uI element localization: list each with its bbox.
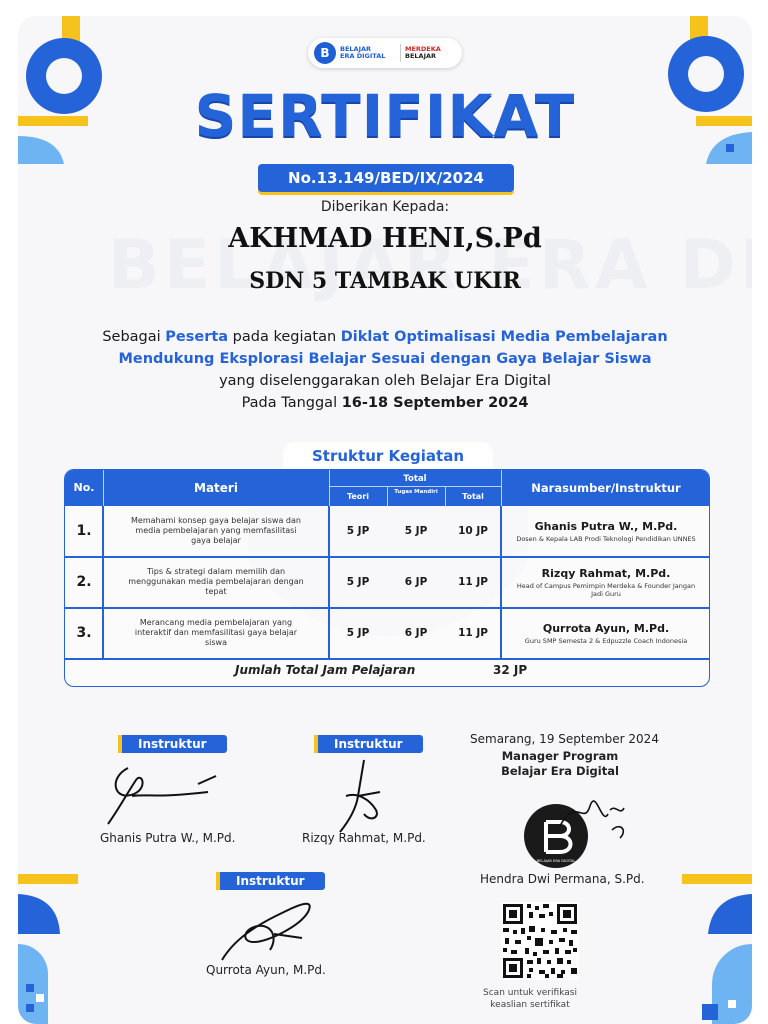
header-total-group: Total	[403, 474, 427, 484]
scan-verification-note	[470, 987, 590, 1011]
desc-text: Sebagai	[102, 329, 166, 345]
row-narasumber	[501, 506, 710, 556]
row-tugas: 6 JP	[404, 576, 428, 588]
description-line-3: yang diselenggarakan oleh Belajar Era Digital	[219, 373, 551, 389]
header-no: No.	[73, 481, 95, 494]
narasumber-name: Rizqy Rahmat, M.Pd.	[541, 566, 671, 580]
header-tugas-mandiri: Tugas Mandiri	[394, 489, 438, 495]
corner-decoration-bottom-right	[642, 864, 752, 1024]
row-materi: Tips & strategi dalam memilih dan menggunakan media pembelajaran dengan tepat	[128, 567, 304, 596]
brand-line-1: BELAJAR	[340, 45, 372, 53]
logo-separator	[400, 44, 401, 62]
corner-decoration-bottom-left	[18, 864, 128, 1024]
brand-logo-icon: B	[314, 42, 336, 64]
row-total: 11 JP	[458, 576, 488, 588]
row-teori: 5 JP	[346, 627, 370, 639]
recipient-school: SDN 5 TAMBAK UKIR	[249, 268, 521, 294]
header-divider	[501, 470, 502, 506]
participant-role: Peserta	[165, 329, 229, 345]
row-tugas: 5 JP	[404, 525, 428, 537]
row-materi: Memahami konsep gaya belajar siswa dan media pembelajaran yang memfasilitasi gaya belajar	[131, 516, 301, 545]
row-number: 1.	[76, 523, 92, 539]
manager-title-line-2: Belajar Era Digital	[501, 764, 619, 778]
place-date: Semarang, 19 September 2024	[470, 732, 659, 746]
header-divider	[103, 470, 104, 506]
row-teori: 5 JP	[346, 576, 370, 588]
partner-line-1: MERDEKA	[405, 45, 441, 53]
partner-line-2: BELAJAR	[405, 52, 437, 60]
narasumber-role: Dosen & Kepala LAB Prodi Teknologi Pendidikan UNNES	[516, 534, 696, 543]
instructor-badge-2: Instruktur	[318, 735, 423, 753]
row-number: 2.	[76, 574, 92, 590]
table-row	[65, 506, 710, 557]
table-row	[65, 608, 710, 659]
desc-text: Pada Tanggal	[241, 395, 342, 411]
signature-ghanis	[98, 758, 228, 830]
certificate-title: SERTIFIKAT	[194, 82, 576, 150]
scan-note-line-1: Scan untuk verifikasi	[483, 988, 577, 998]
description-line-4	[18, 392, 752, 414]
row-separator	[65, 658, 710, 660]
row-narasumber	[501, 608, 710, 658]
activity-table	[64, 469, 710, 687]
row-total: 10 JP	[458, 525, 488, 537]
structure-section-title: Struktur Kegiatan	[283, 442, 493, 470]
merdeka-belajar-logo	[405, 46, 441, 60]
header-divider	[329, 486, 501, 487]
certificate-number: No.13.149/BED/IX/2024	[258, 164, 514, 192]
row-tugas: 6 JP	[404, 627, 428, 639]
signature-qurrota	[214, 890, 334, 966]
desc-text: pada kegiatan	[228, 329, 341, 345]
given-to-label: Diberikan Kepada:	[320, 199, 450, 215]
brand-logo-text	[340, 46, 396, 60]
verification-qr-code[interactable]	[501, 902, 579, 980]
brand-logo-badge	[308, 38, 462, 68]
row-materi: Merancang media pembelajaran yang interaktif dan memfasilitasi gaya belajar siswa	[134, 618, 298, 647]
instructor-badge-1: Instruktur	[122, 735, 227, 753]
total-hours-value: 32 JP	[493, 663, 528, 677]
narasumber-name: Qurrota Ayun, M.Pd.	[542, 621, 670, 635]
manager-name: Hendra Dwi Permana, S.Pd.	[480, 872, 645, 886]
table-row	[65, 557, 710, 608]
row-teori: 5 JP	[346, 525, 370, 537]
header-narasumber: Narasumber/Instruktur	[531, 481, 681, 495]
row-number: 3.	[76, 625, 92, 641]
instructor-name-1: Ghanis Putra W., M.Pd.	[100, 831, 236, 845]
row-narasumber	[501, 557, 710, 607]
header-materi: Materi	[194, 481, 238, 495]
instructor-badge-3: Instruktur	[220, 872, 325, 890]
instructor-name-2: Rizqy Rahmat, M.Pd.	[302, 831, 426, 845]
table-header	[65, 470, 710, 506]
header-total: Total	[462, 492, 484, 501]
header-teori: Teori	[346, 492, 369, 501]
event-name-part-2: Mendukung Eksplorasi Belajar Sesuai dengan Gaya Belajar Siswa	[118, 351, 652, 367]
stamp-text: BELAJAR ERA DIGITAL	[536, 859, 576, 863]
manager-title	[480, 749, 640, 779]
row-total: 11 JP	[458, 627, 488, 639]
recipient-name: AKHMAD HENI,S.Pd	[228, 223, 542, 254]
event-name-part-1: Diklat Optimalisasi Media Pembelajaran	[340, 329, 668, 345]
narasumber-name: Ghanis Putra W., M.Pd.	[534, 519, 678, 533]
certificate-description	[18, 326, 752, 414]
description-line-2	[18, 348, 752, 370]
manager-stamp-signature	[520, 786, 640, 870]
manager-title-line-1: Manager Program	[501, 749, 619, 763]
header-divider	[387, 487, 388, 506]
certificate-card	[18, 16, 752, 1024]
header-divider	[329, 470, 330, 506]
header-divider	[445, 487, 446, 506]
signature-rizqy	[318, 756, 408, 836]
narasumber-role: Guru SMP Semesta 2 & Edpuzzle Coach Indonesia	[524, 636, 688, 645]
event-date: 16-18 September 2024	[341, 395, 529, 411]
instructor-name-3: Qurrota Ayun, M.Pd.	[206, 963, 326, 977]
description-line-1	[18, 326, 752, 348]
total-hours-label: Jumlah Total Jam Pelajaran	[235, 663, 416, 677]
scan-note-line-2: keaslian sertifikat	[490, 1000, 570, 1010]
brand-line-2: ERA DIGITAL	[340, 52, 386, 60]
narasumber-role: Head of Campus Pemimpin Merdeka & Founder Jangan Jadi Guru	[516, 581, 696, 598]
